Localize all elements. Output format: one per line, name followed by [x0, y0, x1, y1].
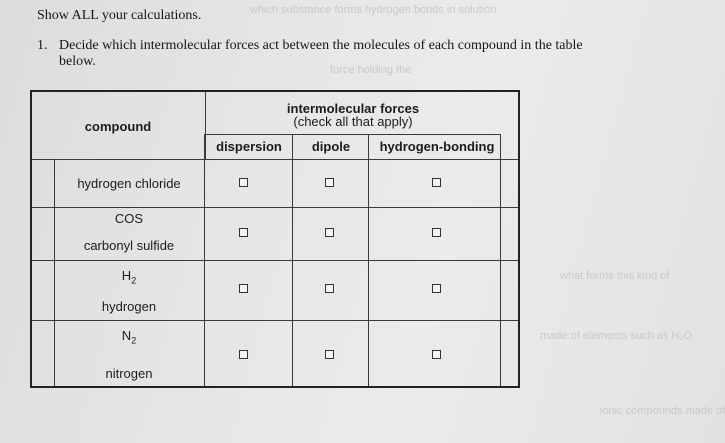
- row-name-hydrogen-chloride: hydrogen chloride: [77, 176, 181, 191]
- checkbox-nitrogen-dispersion[interactable]: [239, 350, 248, 359]
- checkbox-hydrogen-chloride-dispersion[interactable]: [239, 178, 248, 187]
- compound-header: compound: [84, 119, 152, 134]
- row-line-3: [32, 320, 518, 321]
- col-header-dipole: dipole: [311, 139, 351, 154]
- formula-n-subscript: 2: [131, 335, 137, 346]
- instructions: Show ALL your calculations.: [37, 8, 202, 23]
- row-formula-cos: COS: [114, 211, 144, 226]
- row-line-2: [32, 260, 518, 261]
- checkbox-hydrogen-chloride-dipole[interactable]: [325, 178, 334, 187]
- checkbox-carbonyl-sulfide-hydrogen-bonding[interactable]: [432, 228, 441, 237]
- formula-h-symbol: H: [121, 268, 132, 283]
- formula-n-symbol: N: [121, 328, 132, 343]
- checkbox-nitrogen-hydrogen-bonding[interactable]: [432, 350, 441, 359]
- checkbox-carbonyl-sulfide-dipole[interactable]: [325, 228, 334, 237]
- formula-h-subscript: 2: [131, 275, 137, 286]
- checkbox-hydrogen-chloride-hydrogen-bonding[interactable]: [432, 178, 441, 187]
- col-header-hydrogen-bonding: hydrogen-bonding: [379, 139, 495, 154]
- checkbox-hydrogen-dipole[interactable]: [325, 284, 334, 293]
- forces-table: [30, 90, 520, 388]
- row-formula-n2: [54, 328, 204, 346]
- row-name-carbonyl-sulfide: carbonyl sulfide: [83, 238, 175, 253]
- subheader-line: [205, 134, 501, 135]
- header-bottom-line: [32, 159, 518, 160]
- row-name-nitrogen: nitrogen: [105, 366, 153, 381]
- forces-header: intermolecular forces: [286, 101, 420, 116]
- question-number: 1.: [37, 38, 48, 53]
- row-formula-h2: [54, 268, 204, 286]
- forces-subheader: (check all that apply): [293, 114, 413, 129]
- question-text: Decide which intermolecular forces act between the molecules of each compound in the table below.: [59, 38, 583, 69]
- checkbox-carbonyl-sulfide-dispersion[interactable]: [239, 228, 248, 237]
- checkbox-hydrogen-hydrogen-bonding[interactable]: [432, 284, 441, 293]
- checkbox-hydrogen-dispersion[interactable]: [239, 284, 248, 293]
- col-header-dispersion: dispersion: [216, 139, 282, 154]
- checkbox-nitrogen-dipole[interactable]: [325, 350, 334, 359]
- row-name-hydrogen: hydrogen: [101, 299, 157, 314]
- row-line-1: [32, 207, 518, 208]
